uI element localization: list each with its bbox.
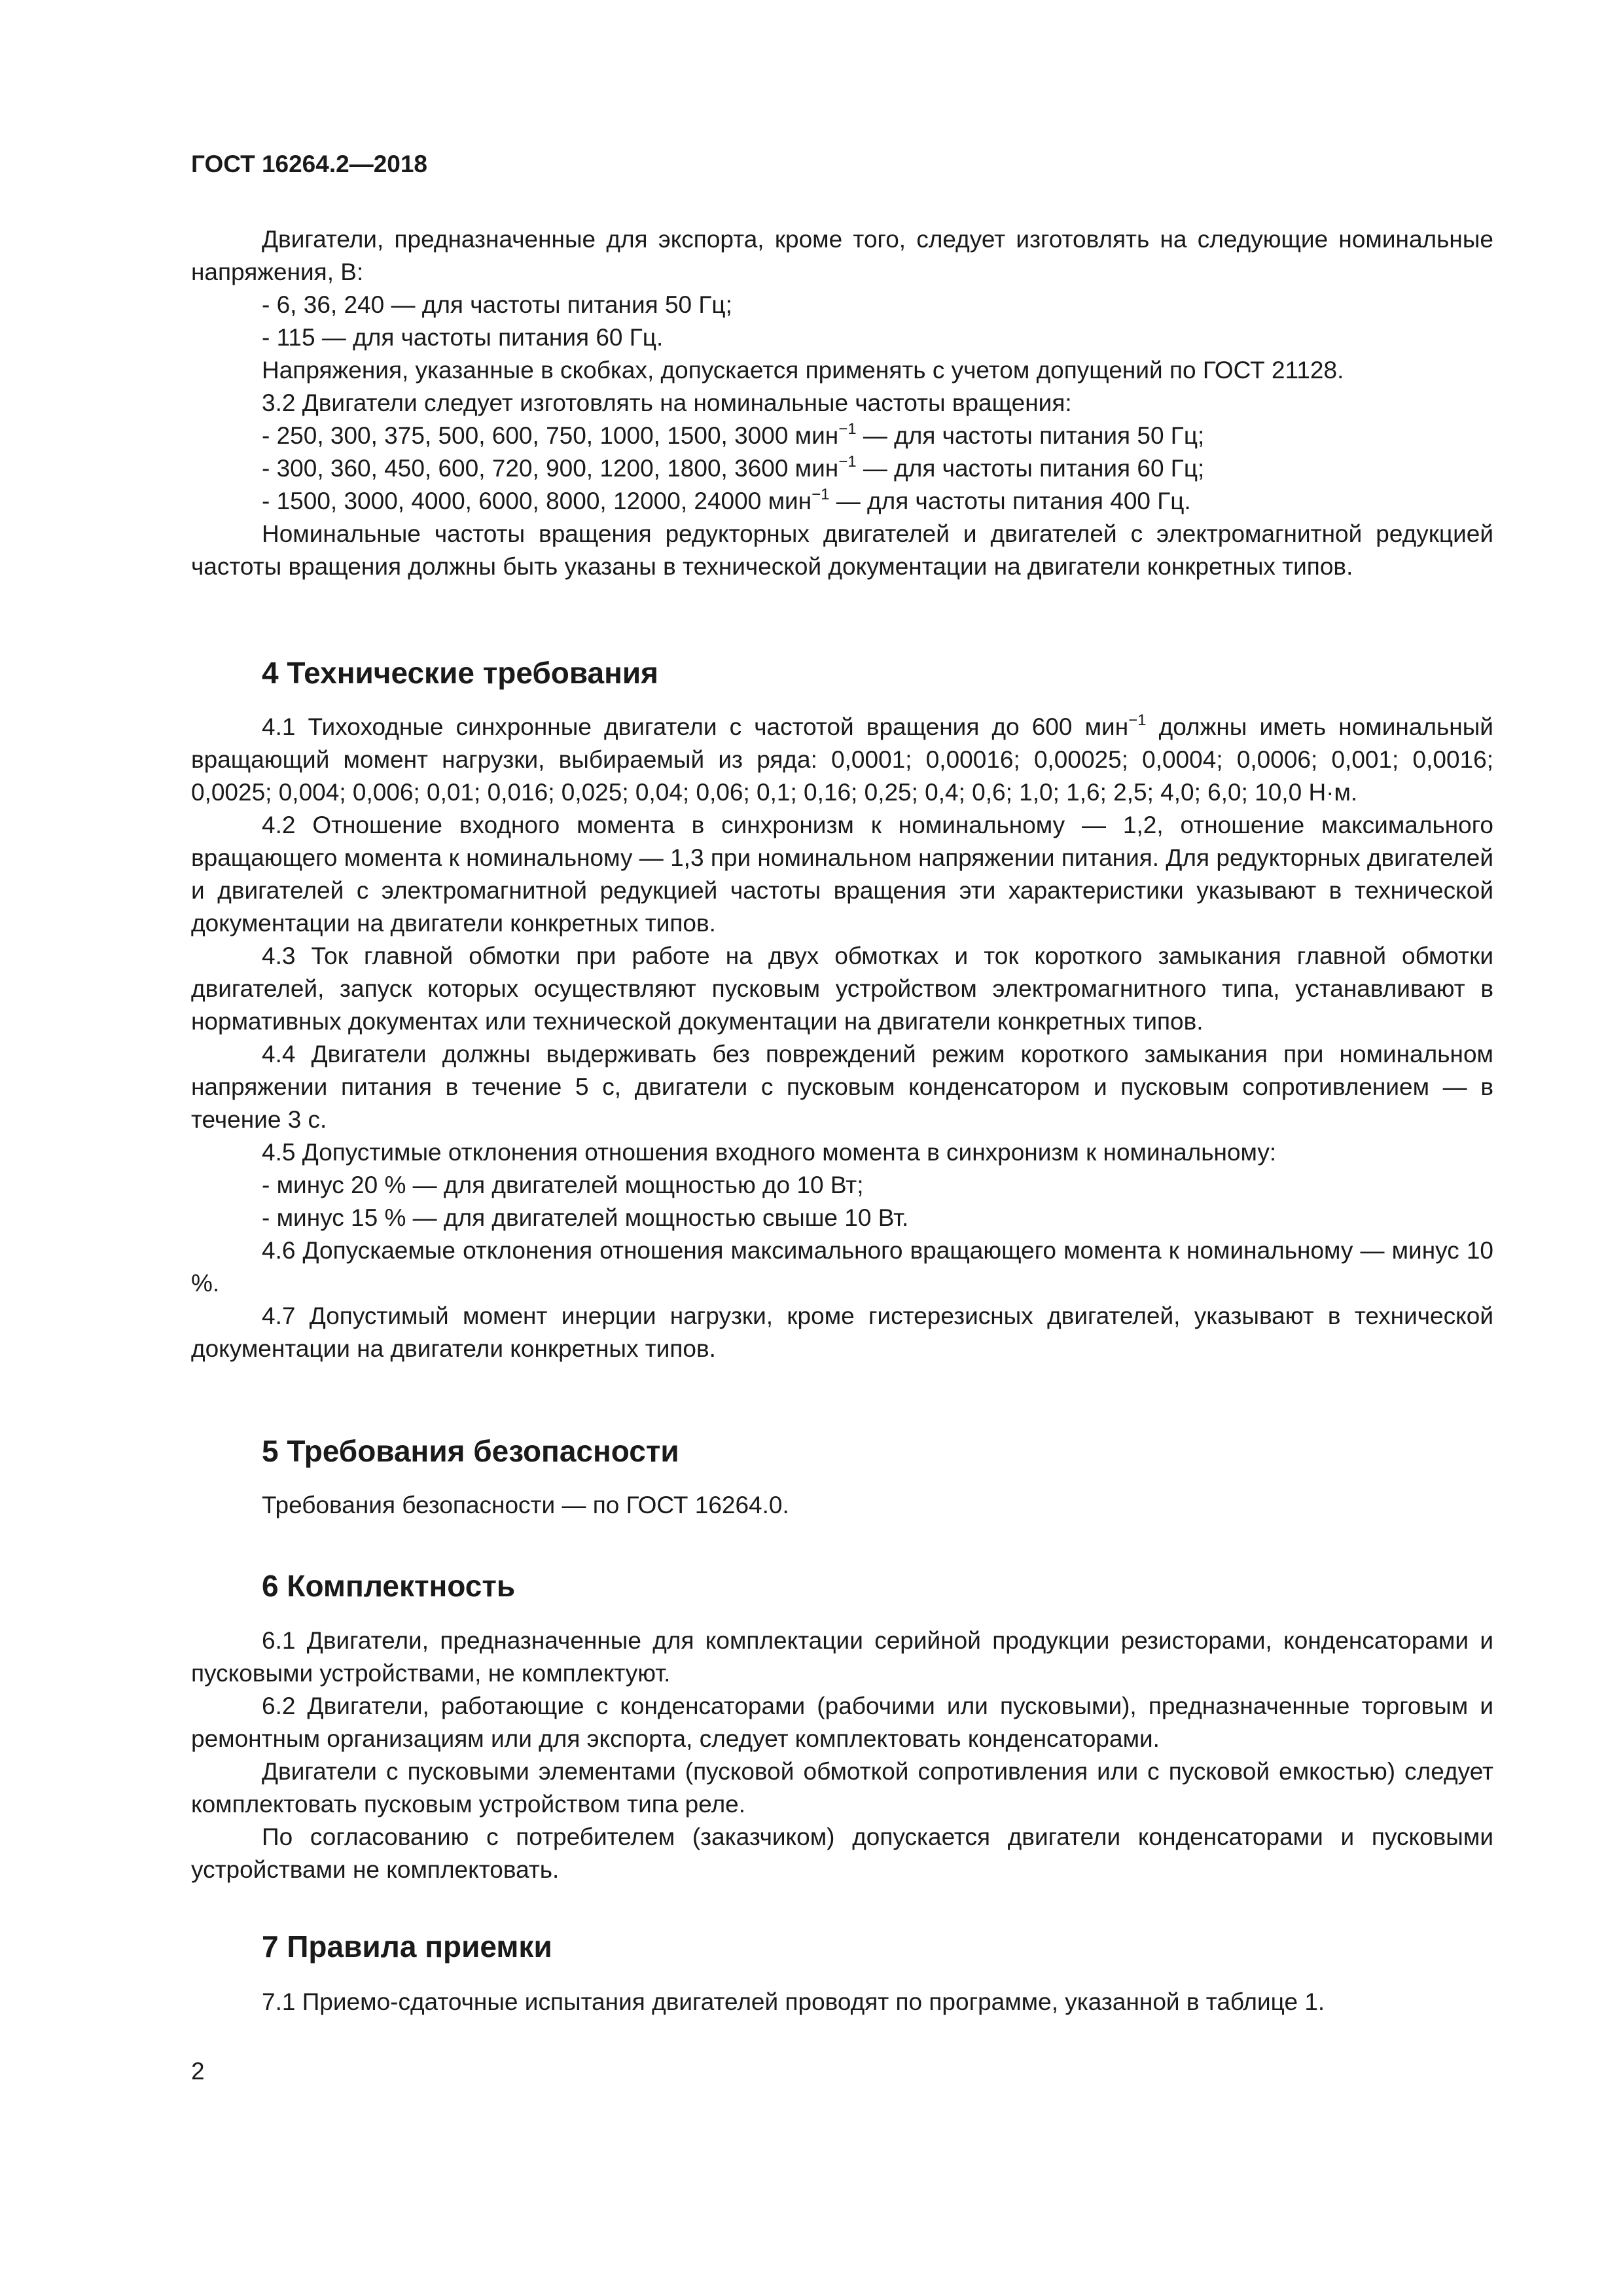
paragraph-6-2: 6.2 Двигатели, работающие с конденсаторами (рабочими или пусковыми), предназначенные торговым и ремонтным организациям или для экспорта, следует комплектовать конденсаторами. <box>191 1693 1493 1752</box>
paragraph-safety: Требования безопасности — по ГОСТ 16264.0. <box>262 1492 789 1518</box>
section-5-body <box>191 1489 1493 1522</box>
list-item-speeds-400hz <box>191 485 1493 518</box>
document-header: ГОСТ 16264.2—2018 <box>191 151 428 177</box>
list-item-voltages-60hz: - 115 — для частоты питания 60 Гц. <box>262 324 664 351</box>
list-item-text-after: — для частоты питания 50 Гц; <box>856 422 1205 449</box>
paragraph-4-1 <box>191 711 1493 809</box>
paragraph-4-5: 4.5 Допустимые отклонения отношения входного момента в синхронизм к номинальному: <box>262 1139 1277 1166</box>
superscript: −1 <box>838 420 857 438</box>
section-heading-5: 5 Требования безопасности <box>262 1434 679 1468</box>
section-heading-4: 4 Технические требования <box>262 656 658 690</box>
section-7-body <box>191 1986 1493 2018</box>
paragraph-3-2: 3.2 Двигатели следует изготовлять на номинальные частоты вращения: <box>262 389 1072 416</box>
section-6-body <box>191 1624 1493 1886</box>
paragraph-4-6: 4.6 Допускаемые отклонения отношения максимального вращающего момента к номинальному — минус 10 %. <box>191 1237 1493 1297</box>
paragraph-starting-elements: Двигатели с пусковыми элементами (пусковой обмоткой сопротивления или с пусковой емкостью) следует комплектовать пусковым устройством типа реле. <box>191 1758 1493 1818</box>
paragraph-reduction-speeds: Номинальные частоты вращения редукторных двигателей и двигателей с электромагнитной редукцией частоты вращения должны быть указаны в технической документации на двигатели конкретных типов. <box>191 520 1493 580</box>
list-item-text: - 1500, 3000, 4000, 6000, 8000, 12000, 24000 мин <box>262 488 812 514</box>
paragraph-4-3: 4.3 Ток главной обмотки при работе на двух обмотках и ток короткого замыкания главной обмотки двигателей, запуск которых осуществляют пусковым устройством электромагнитного типа, устанавливают в нормативных документах или технической документации на двигатели конкретных типов. <box>191 942 1493 1035</box>
section-4-body <box>191 711 1493 1365</box>
list-item-deviation-20: - минус 20 % — для двигателей мощностью до 10 Вт; <box>262 1172 864 1198</box>
paragraph-7-1: 7.1 Приемо-сдаточные испытания двигателей проводят по программе, указанной в таблице 1. <box>262 1988 1325 2015</box>
paragraph-text-after: должны иметь номинальный вращающий момент нагрузки, выбираемый из ряда: 0,0001; 0,00016; 0,00025; 0,0004; 0,0006; 0,001; 0,0016; 0,0025; 0,004; 0,006; 0,01; 0,016; 0,025; 0,04; 0,06; 0,1; 0,16; 0,25; 0,4; 0,6; 1,0; 1,6; 2,5; 4,0; 6,0; 10,0 Н·м. <box>191 713 1493 806</box>
paragraph-6-1: 6.1 Двигатели, предназначенные для комплектации серийной продукции резисторами, конденсаторами и пусковыми устройствами, не комплектуют. <box>191 1627 1493 1687</box>
superscript: −1 <box>838 453 857 471</box>
list-item-text: - 300, 360, 450, 600, 720, 900, 1200, 1800, 3600 мин <box>262 455 839 482</box>
list-item-speeds-50hz <box>191 420 1493 452</box>
intro-block <box>191 223 1493 583</box>
paragraph-4-4: 4.4 Двигатели должны выдерживать без повреждений режим короткого замыкания при номинальном напряжении питания в течение 5 с, двигатели с пусковым конденсатором и пусковым сопротивлением — в течение 3 с. <box>191 1041 1493 1133</box>
paragraph-agreement: По согласованию с потребителем (заказчиком) допускается двигатели конденсаторами и пусковыми устройствами не комплектовать. <box>191 1823 1493 1883</box>
superscript: −1 <box>812 486 830 503</box>
list-item-speeds-60hz <box>191 452 1493 485</box>
list-item-text-after: — для частоты питания 60 Гц; <box>856 455 1205 482</box>
paragraph-text: 4.1 Тихоходные синхронные двигатели с частотой вращения до 600 мин <box>262 713 1129 740</box>
section-heading-6: 6 Комплектность <box>262 1569 516 1603</box>
intro-paragraph-export-voltages: Двигатели, предназначенные для экспорта, кроме того, следует изготовлять на следующие номинальные напряжения, В: <box>191 226 1493 285</box>
list-item-voltages-50hz: - 6, 36, 240 — для частоты питания 50 Гц; <box>262 291 732 318</box>
paragraph-bracket-voltages: Напряжения, указанные в скобках, допускается применять с учетом допущений по ГОСТ 21128. <box>262 357 1344 384</box>
paragraph-4-7: 4.7 Допустимый момент инерции нагрузки, кроме гистерезисных двигателей, указывают в технической документации на двигатели конкретных типов. <box>191 1302 1493 1362</box>
section-heading-7: 7 Правила приемки <box>262 1929 552 1964</box>
paragraph-4-2: 4.2 Отношение входного момента в синхронизм к номинальному — 1,2, отношение максимального вращающего момента к номинальному — 1,3 при номинальном напряжении питания. Для редукторных двигателей и двигателей с электромагнитной редукцией частоты вращения эти характеристики указывают в технической документации на двигатели конкретных типов. <box>191 812 1493 937</box>
list-item-deviation-15: - минус 15 % — для двигателей мощностью свыше 10 Вт. <box>262 1204 909 1231</box>
superscript: −1 <box>1128 711 1147 729</box>
page-number: 2 <box>191 2058 205 2085</box>
list-item-text: - 250, 300, 375, 500, 600, 750, 1000, 1500, 3000 мин <box>262 422 839 449</box>
list-item-text-after: — для частоты питания 400 Гц. <box>829 488 1191 514</box>
